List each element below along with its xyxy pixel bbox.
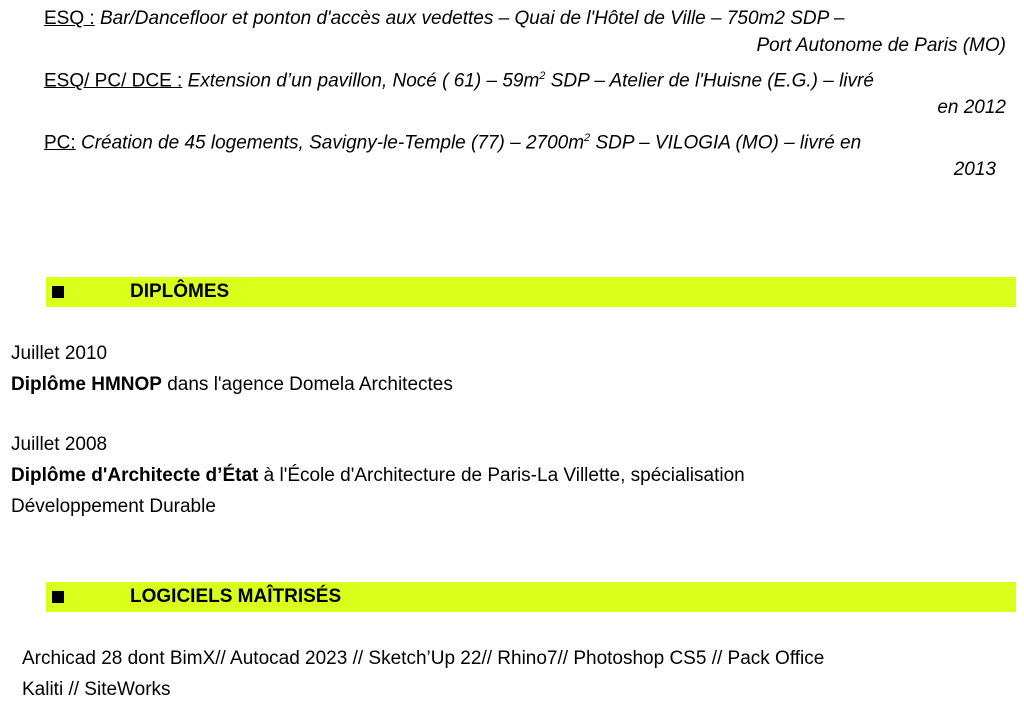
diploma-date: Juillet 2010 [11,343,108,364]
section-title: DIPLÔMES [130,281,230,302]
section-header-diplomes [46,277,1016,307]
section-header-logiciels [46,582,1016,612]
project-description-continuation: Port Autonome de Paris (MO) [756,35,1006,56]
diploma-entry [11,338,453,400]
project-phase-label: PC: [44,132,76,154]
section-title: LOGICIELS MAÎTRISÉS [130,586,342,607]
software-line: Archicad 28 dont BimX// Autocad 2023 // Sketch’Up 22// Rhino7// Photoshop CS5 // Pack Office [22,648,825,669]
diploma-entry [11,429,745,522]
project-item [44,125,1006,183]
project-phase-label: ESQ/ PC/ DCE : [44,70,183,92]
superscript: 2 [539,70,546,82]
project-description: Bar/Dancefloor et ponton d'accès aux vedettes – Quai de l'Hôtel de Ville – 750m2 SDP – [94,8,845,29]
diploma-title: Diplôme HMNOP [11,374,162,395]
project-phase-label: ESQ : [44,8,95,29]
project-description-continuation: 2013 [953,159,996,181]
project-description: Création de 45 logements, Savigny-le-Temple (77) – 2700m [75,132,585,154]
black-square-bullet-icon [52,286,64,298]
diploma-title: Diplôme d'Architecte d’État [11,465,259,486]
diploma-date: Juillet 2008 [11,434,108,455]
project-item [44,5,1006,59]
project-description: SDP – VILOGIA (MO) – livré en [590,132,862,154]
diploma-detail: à l'École d'Architecture de Paris-La Villette, spécialisation [258,465,745,486]
software-list [22,643,824,705]
project-description: SDP – Atelier de l'Huisne (E.G.) – livré [545,70,874,92]
black-square-bullet-icon [52,591,64,603]
diploma-detail-continuation: Développement Durable [11,496,216,517]
diploma-detail: dans l'agence Domela Architectes [161,374,453,395]
project-item [44,63,1006,121]
project-description: Extension d’un pavillon, Nocé ( 61) – 59m [182,70,540,92]
project-description-continuation: en 2012 [937,97,1006,119]
software-line: Kaliti // SiteWorks [22,679,171,700]
superscript: 2 [584,132,591,144]
